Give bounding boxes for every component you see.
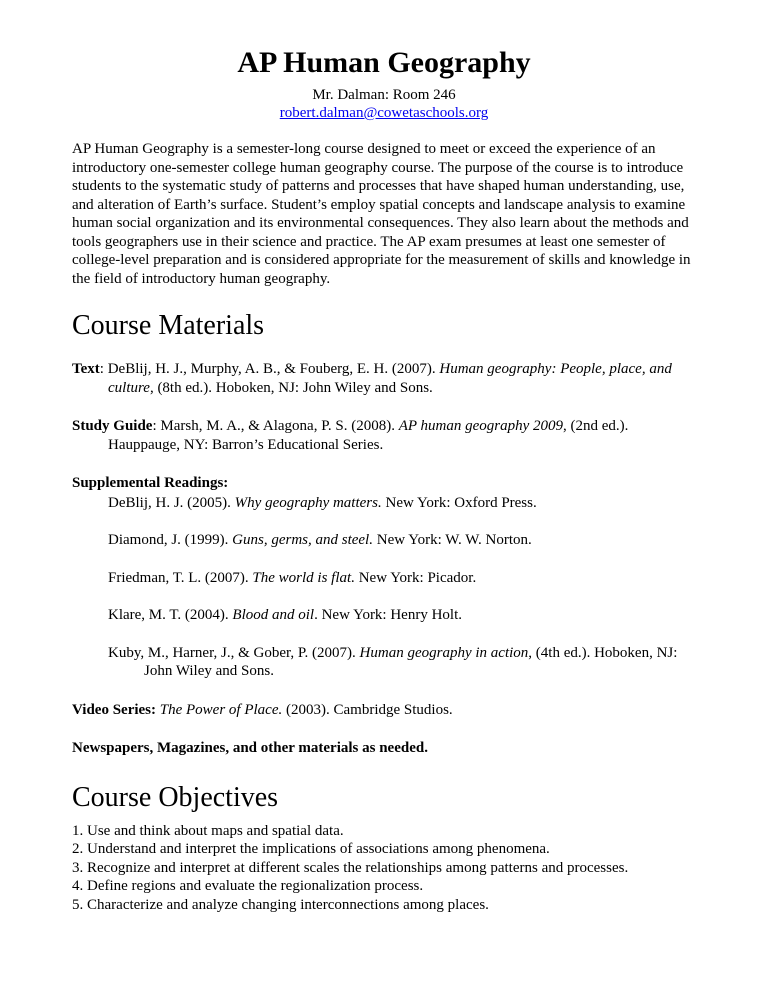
course-description: AP Human Geography is a semester-long course designed to meet or exceed the experience of an introductory one-semester college human geography course. The purpose of the course is to introduce students to the systematic study of patterns and processes that have shaped human understanding, use, and alteration of Earth’s surface. Student’s employ spatial concepts and landscape analysis to examine human social organization and its environmental consequences. They also learn about the methods and tools geographers use in their science and practice. The AP exam presumes at least one semester of college-level preparation and is considered appropriate for the measurement of skills and knowledge in the field of introductory human geography.	[72, 141, 691, 287]
study-guide-authors: : Marsh, M. A., & Alagona, P. S. (2008).	[152, 418, 399, 434]
other-materials-text: Newspapers, Magazines, and other materials as needed.	[72, 740, 428, 756]
textbook-label: Text	[72, 361, 100, 377]
objective-item: 1. Use and think about maps and spatial data.	[72, 822, 344, 839]
reading-title: Blood and oil	[232, 607, 315, 623]
reading-title: Human geography in action	[359, 644, 529, 661]
supplemental-reading	[72, 531, 696, 550]
video-series-label: Video Series:	[72, 701, 157, 718]
reading-title: Why geography matters.	[234, 494, 382, 511]
objectives-list	[72, 822, 696, 915]
study-guide-publisher: , (2nd ed.). Hauppauge, NY: Barron’s Educational Series.	[108, 418, 629, 453]
video-series-citation	[72, 701, 696, 720]
reading-authors: Friedman, T. L. (2007).	[108, 569, 253, 586]
study-guide-title: AP human geography 2009	[398, 418, 564, 434]
supplemental-reading	[72, 569, 696, 588]
supplemental-readings-heading: Supplemental Readings:	[72, 475, 229, 491]
page-title: AP Human Geography	[237, 46, 531, 79]
reading-authors: DeBlij, H. J. (2005).	[108, 494, 235, 511]
objective-item: 3. Recognize and interpret at different scales the relationships among patterns and processes.	[72, 859, 629, 876]
video-series-title: The Power of Place.	[156, 701, 283, 718]
textbook-title: Human geography: People, place, and culture	[108, 361, 672, 396]
other-materials	[72, 739, 696, 758]
supplemental-reading	[72, 606, 696, 625]
reading-publisher: New York: W. W. Norton.	[372, 532, 532, 548]
study-guide-citation	[72, 417, 696, 454]
reading-publisher: New York: Picador.	[354, 569, 477, 586]
textbook-publisher: , (8th ed.). Hoboken, NJ: John Wiley and Sons.	[149, 379, 433, 396]
objective-item: 2. Understand and interpret the implications of associations among phenomena.	[72, 841, 550, 857]
reading-authors: Klare, M. T. (2004).	[108, 607, 233, 623]
textbook-authors: : DeBlij, H. J., Murphy, A. B., & Fouberg, E. H. (2007).	[99, 361, 440, 377]
supplemental-reading	[72, 494, 696, 513]
video-series-publisher: (2003). Cambridge Studios.	[282, 701, 453, 718]
course-materials-heading: Course Materials	[72, 310, 265, 341]
reading-publisher: , (4th ed.). Hoboken, NJ: John Wiley and Sons.	[144, 644, 678, 679]
textbook-citation	[72, 360, 696, 397]
reading-publisher: . New York: Henry Holt.	[314, 607, 463, 623]
reading-title: Guns, germs, and steel.	[232, 532, 373, 548]
document-page	[72, 0, 696, 914]
objective-item: 4. Define regions and evaluate the regionalization process.	[72, 878, 424, 894]
supplemental-reading	[72, 644, 696, 681]
study-guide-label: Study Guide	[72, 418, 153, 434]
email-link[interactable]: robert.dalman@cowetaschools.org	[279, 105, 489, 121]
reading-authors: Diamond, J. (1999).	[108, 532, 233, 548]
reading-publisher: New York: Oxford Press.	[381, 494, 537, 511]
reading-title: The world is flat.	[252, 569, 355, 586]
objective-item: 5. Characterize and analyze changing interconnections among places.	[72, 896, 489, 913]
course-objectives-heading: Course Objectives	[72, 781, 279, 813]
teacher-room: Mr. Dalman: Room 246	[312, 87, 456, 103]
reading-authors: Kuby, M., Harner, J., & Gober, P. (2007).	[108, 644, 360, 661]
